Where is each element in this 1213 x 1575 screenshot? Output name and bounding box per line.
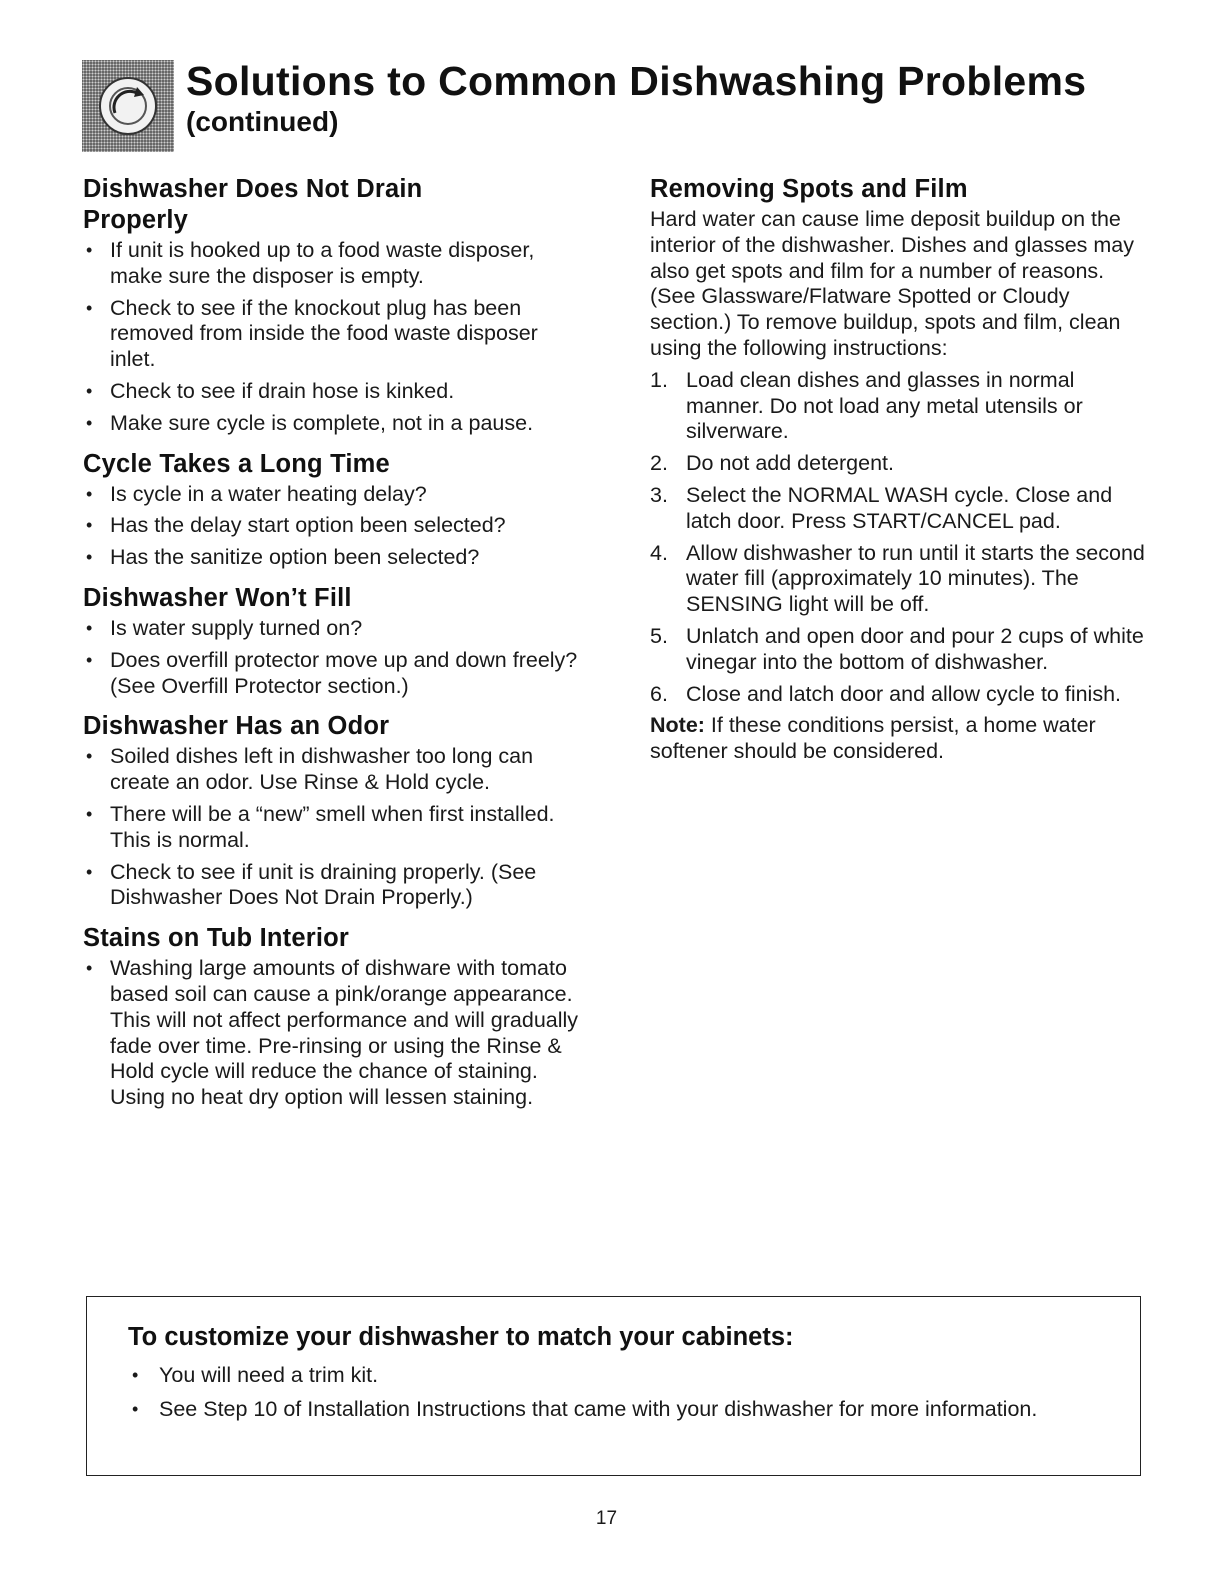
step-item [650, 451, 1150, 477]
box-heading: To customize your dishwasher to match your cabinets: [128, 1323, 794, 1351]
section-heading-cycle: Cycle Takes a Long Time [83, 449, 390, 478]
step-item [650, 624, 1150, 676]
list-item: • You will need a trim kit. [132, 1363, 1092, 1389]
list-item: • Has the delay start option been selected? [83, 513, 583, 539]
section-heading-drain [83, 174, 583, 236]
list-item: • Does overfill protector move up and down freely? (See Overfill Protector section.) [83, 648, 583, 700]
stains-list [83, 956, 583, 1111]
note-paragraph [650, 713, 1150, 765]
note-label: Note: [650, 713, 705, 738]
step-text: Do not add detergent. [686, 451, 894, 476]
list-item: • Check to see if the knockout plug has been removed from inside the food waste disposer inlet. [83, 296, 583, 373]
list-item: • Soiled dishes left in dishwasher too long can create an odor. Use Rinse & Hold cycle. [83, 744, 583, 796]
heading-line: Properly [83, 206, 189, 234]
left-column [83, 174, 583, 1117]
list-item: • Is cycle in a water heating delay? [83, 482, 583, 508]
step-item [650, 368, 1150, 445]
step-text: Load clean dishes and glasses in normal manner. Do not load any metal utensils or silverware. [686, 367, 1083, 444]
section-heading-stains: Stains on Tub Interior [83, 924, 350, 953]
step-number: 3. [650, 482, 668, 507]
step-number: 2. [650, 451, 668, 476]
list-item: • Has the sanitize option been selected? [83, 545, 583, 571]
step-item [650, 682, 1150, 708]
steps-list [650, 368, 1150, 708]
step-item [650, 541, 1150, 618]
section-heading-odor: Dishwasher Has an Odor [83, 712, 390, 741]
section-heading-fill: Dishwasher Won’t Fill [83, 583, 352, 612]
step-number: 1. [650, 367, 668, 392]
cycle-list [83, 482, 583, 571]
step-item [650, 483, 1150, 535]
page-title: Solutions to Common Dishwashing Problems [186, 58, 1087, 104]
step-text: Unlatch and open door and pour 2 cups of white vinegar into the bottom of dishwasher. [686, 623, 1144, 674]
drain-list [83, 238, 583, 437]
step-number: 6. [650, 681, 668, 706]
list-item: • Check to see if drain hose is kinked. [83, 379, 583, 405]
right-column [650, 174, 1150, 765]
step-text: Close and latch door and allow cycle to finish. [686, 681, 1122, 706]
box-list [132, 1363, 1092, 1431]
page-subtitle: (continued) [186, 106, 339, 137]
note-text: If these conditions persist, a home water softener should be considered. [650, 713, 1096, 764]
step-text: Allow dishwasher to run until it starts the second water fill (approximately 10 minutes). The SENSING light will be off. [686, 540, 1145, 617]
list-item: • Washing large amounts of dishware with tomato based soil can cause a pink/orange appearance. This will not affect performance and will gradually fade over time. Pre-rinsing or using the Rinse & Hold cycle will reduce the chance of staining. Using no heat dry option will lessen staining. [83, 956, 583, 1111]
list-item: • See Step 10 of Installation Instructions that came with your dishwasher for more information. [132, 1397, 1092, 1423]
step-number: 5. [650, 623, 668, 648]
step-number: 4. [650, 540, 668, 565]
list-item: • There will be a “new” smell when first installed. This is normal. [83, 802, 583, 854]
list-item: • Make sure cycle is complete, not in a pause. [83, 411, 583, 437]
odor-list [83, 744, 583, 911]
step-text: Select the NORMAL WASH cycle. Close and latch door. Press START/CANCEL pad. [686, 482, 1113, 533]
list-item: • If unit is hooked up to a food waste disposer, make sure the disposer is empty. [83, 238, 583, 290]
fill-list [83, 616, 583, 699]
customize-info-box [86, 1296, 1141, 1476]
page-number: 17 [595, 1508, 618, 1529]
intro-paragraph: Hard water can cause lime deposit buildup on the interior of the dishwasher. Dishes and glasses may also get spots and film for a number of reasons. (See Glassware/Flatware Spotted or Cloudy section.) To remove buildup, spots and film, clean using the following instructions: [650, 207, 1134, 360]
list-item: • Is water supply turned on? [83, 616, 583, 642]
section-heading-spots: Removing Spots and Film [650, 175, 968, 203]
heading-line: Dishwasher Does Not Drain [83, 175, 423, 203]
list-item: • Check to see if unit is draining properly. (See Dishwasher Does Not Drain Properly.) [83, 860, 583, 912]
dishwasher-cycle-icon [82, 60, 174, 152]
